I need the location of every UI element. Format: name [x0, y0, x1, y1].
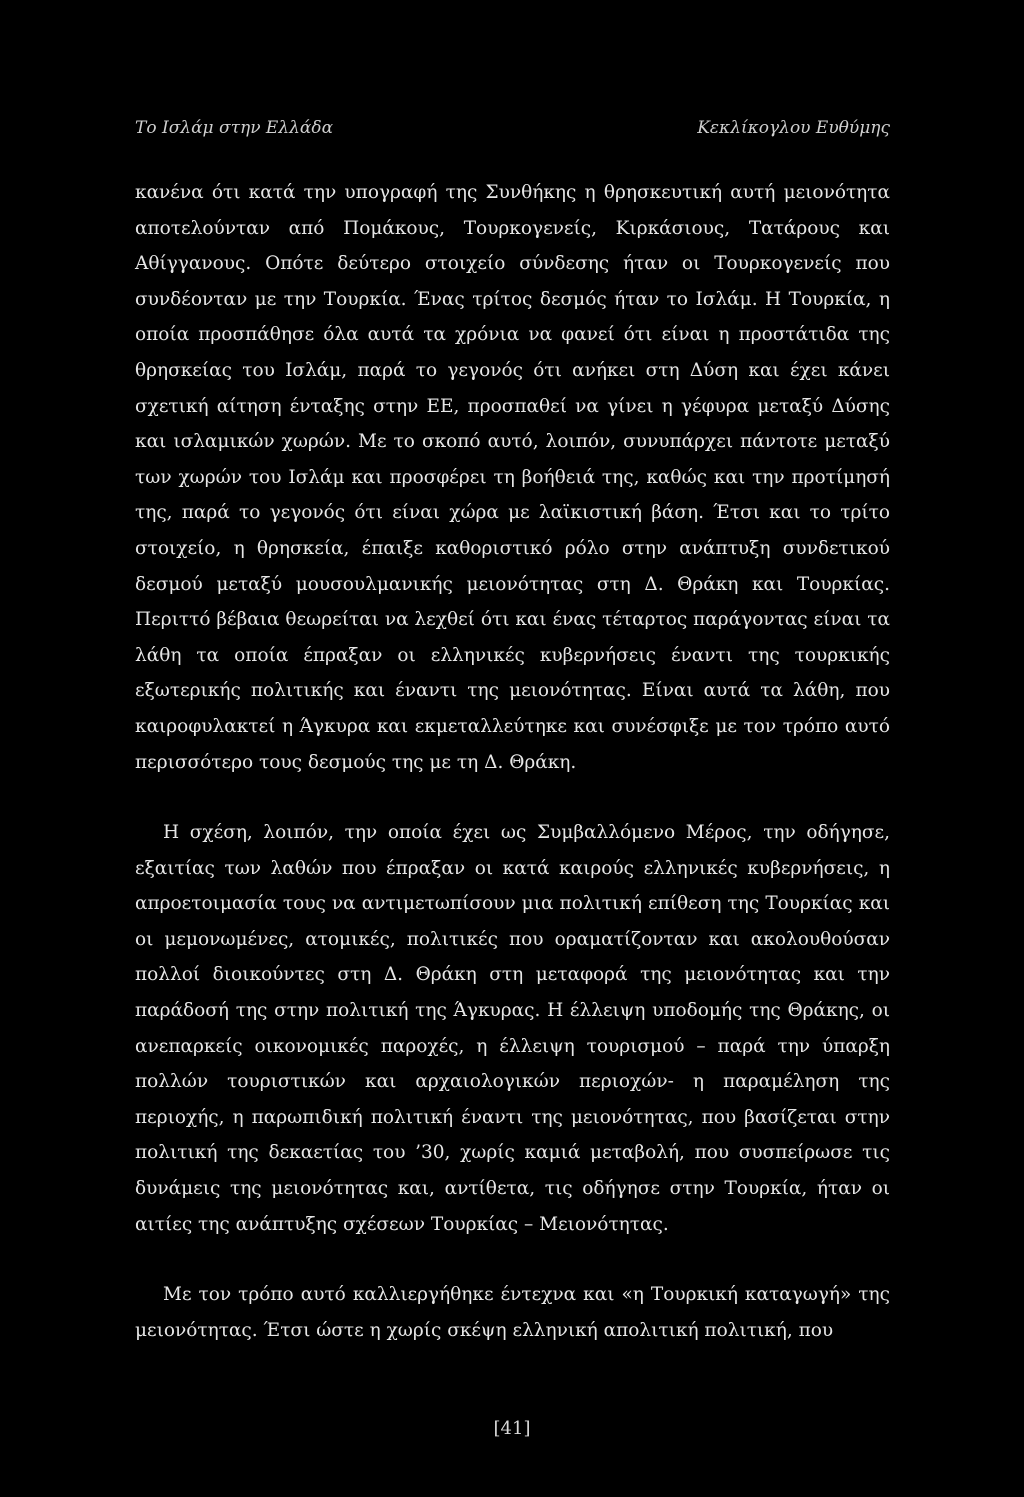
header-author: Κεκλίκογλου Ευθύμης	[697, 118, 890, 138]
header-title: Το Ισλάμ στην Ελλάδα	[135, 118, 334, 138]
paragraph-1: κανένα ότι κατά την υπογραφή της Συνθήκης η θρησκευτική αυτή μειονότητα αποτελούνταν από Πομάκους, Τουρκογενείς, Κιρκάσιους, Τατάρους και Αθίγγανους. Οπότε δεύτερο στοιχείο σύνδεσης ήταν οι Τουρκογενείς που συνδέονταν με την Τουρκία. Ένας τρίτος δεσμός ήταν το Ισλάμ. Η Τουρκία, η οποία προσπάθησε όλα αυτά τα χρόνια να φανεί ότι είναι η προστάτιδα της θρησκείας του Ισλάμ, παρά το γεγονός ότι ανήκει στη Δύση και έχει κάνει σχετική αίτηση ένταξης στην ΕΕ, προσπαθεί να γίνει η γέφυρα μεταξύ Δύσης και ισλαμικών χωρών. Με το σκοπό αυτό, λοιπόν, συνυπάρχει πάντοτε μεταξύ των χωρών του Ισλάμ και προσφέρει τη βοήθειά της, καθώς και την προτίμησή της, παρά το γεγονός ότι είναι χώρα με λαϊκιστική βάση. Έτσι και το τρίτο στοιχείο, η θρησκεία, έπαιξε καθοριστικό ρόλο στην ανάπτυξη συνδετικού δεσμού μεταξύ μουσουλμανικής μειονότητας στη Δ. Θράκη και Τουρκίας. Περιττό βέβαια θεωρείται να λεχθεί ότι και ένας τέταρτος παράγοντας είναι τα λάθη τα οποία έπραξαν οι ελληνικές κυβερνήσεις έναντι της τουρκικής εξωτερικής πολιτικής και έναντι της μειονότητας. Είναι αυτά τα λάθη, που καιροφυλακτεί η Άγκυρα και εκμεταλλεύτηκε και συνέσφιξε με τον τρόπο αυτό περισσότερο τους δεσμούς της με τη Δ. Θράκη.	[135, 182, 890, 773]
running-header	[135, 118, 890, 146]
paragraph-3: Με τον τρόπο αυτό καλλιεργήθηκε έντεχνα και «η Τουρκική καταγωγή» της μειονότητας. Έτσι ώστε η χωρίς σκέψη ελληνική απολιτική πολιτική, που	[135, 1284, 890, 1341]
paragraph-2: Η σχέση, λοιπόν, την οποία έχει ως Συμβαλλόμενο Μέρος, την οδήγησε, εξαιτίας των λαθών που έπραξαν οι κατά καιρούς ελληνικές κυβερνήσεις, η απροετοιμασία τους να αντιμετωπίσουν μια πολιτική επίθεση της Τουρκίας και οι μεμονωμένες, ατομικές, πολιτικές που οραματίζονταν και ακολουθούσαν πολλοί διοικούντες στη Δ. Θράκη στη μεταφορά της μειονότητας και την παράδοσή της στην πολιτική της Άγκυρας. Η έλλειψη υποδομής της Θράκης, οι ανεπαρκείς οικονομικές παροχές, η έλλειψη τουρισμού – παρά την ύπαρξη πολλών τουριστικών και αρχαιολογικών περιοχών- η παραμέληση της περιοχής, η παρωπιδική πολιτική έναντι της μειονότητας, που βασίζεται στην πολιτική της δεκαετίας του ’30, χωρίς καμιά μεταβολή, που συσπείρωσε τις δυνάμεις της μειονότητας και, αντίθετα, τις οδήγησε στην Τουρκία, ήταν οι αιτίες της ανάπτυξης σχέσεων Τουρκίας – Μειονότητας.	[135, 822, 890, 1235]
page-number: [41]	[493, 1418, 531, 1439]
page-body	[135, 175, 890, 1348]
